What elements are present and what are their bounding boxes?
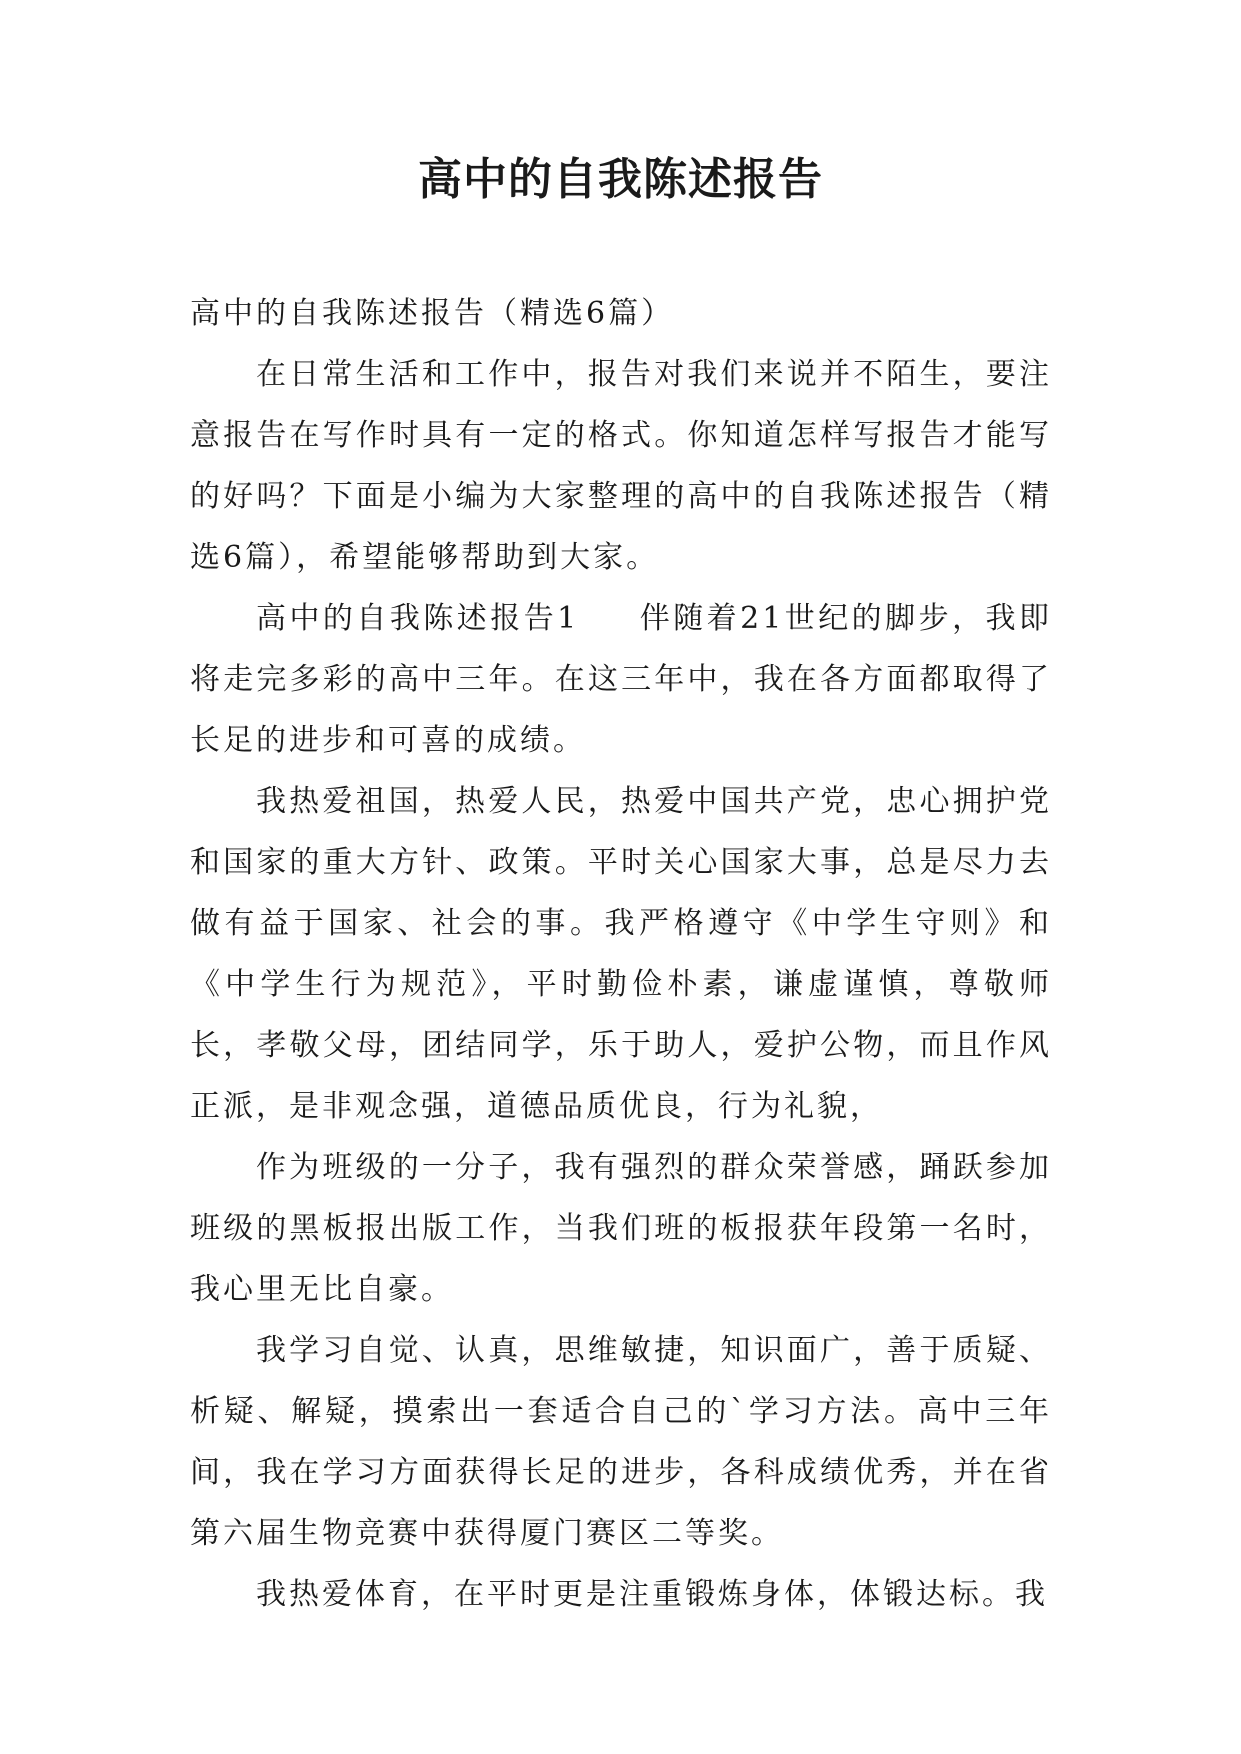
document-body (190, 283, 1052, 1625)
intro-paragraph: 在日常生活和工作中，报告对我们来说并不陌生，要注意报告在写作时具有一定的格式。你知道怎样写报告才能写的好吗？下面是小编为大家整理的高中的自我陈述报告（精选6篇），希望能够帮助到大家。 (190, 357, 1052, 575)
section-1-heading: 高中的自我陈述报告1 (256, 601, 580, 636)
study-paragraph: 我学习自觉、认真，思维敏捷，知识面广，善于质疑、析疑、解疑，摸索出一套适合自己的`学习方法。高中三年间，我在学习方面获得长足的进步，各科成绩优秀，并在省第六届生物竞赛中获得厦门赛区二等奖。 (190, 1333, 1052, 1551)
document-subtitle: 高中的自我陈述报告（精选6篇） (190, 296, 675, 331)
patriotism-paragraph: 我热爱祖国，热爱人民，热爱中国共产党，忠心拥护党和国家的重大方针、政策。平时关心国家大事，总是尽力去做有益于国家、社会的事。我严格遵守《中学生守则》和《中学生行为规范》，平时勤俭朴素，谦虚谨慎，尊敬师长，孝敬父母，团结同学，乐于助人，爱护公物，而且作风正派，是非观念强，道德品质优良，行为礼貌， (190, 784, 1052, 1124)
document-title: 高中的自我陈述报告 (418, 154, 823, 205)
sports-paragraph: 我热爱体育，在平时更是注重锻炼身体，体锻达标。我 (256, 1577, 1048, 1612)
class-honor-paragraph: 作为班级的一分子，我有强烈的群众荣誉感，踊跃参加班级的黑板报出版工作，当我们班的板报获年段第一名时，我心里无比自豪。 (190, 1150, 1052, 1307)
section-1-text: 伴随着21世纪的脚步，我即将走完多彩的高中三年。在这三年中，我在各方面都取得了长足的进步和可喜的成绩。 (190, 601, 1052, 758)
section-1-paragraph (190, 588, 1052, 771)
